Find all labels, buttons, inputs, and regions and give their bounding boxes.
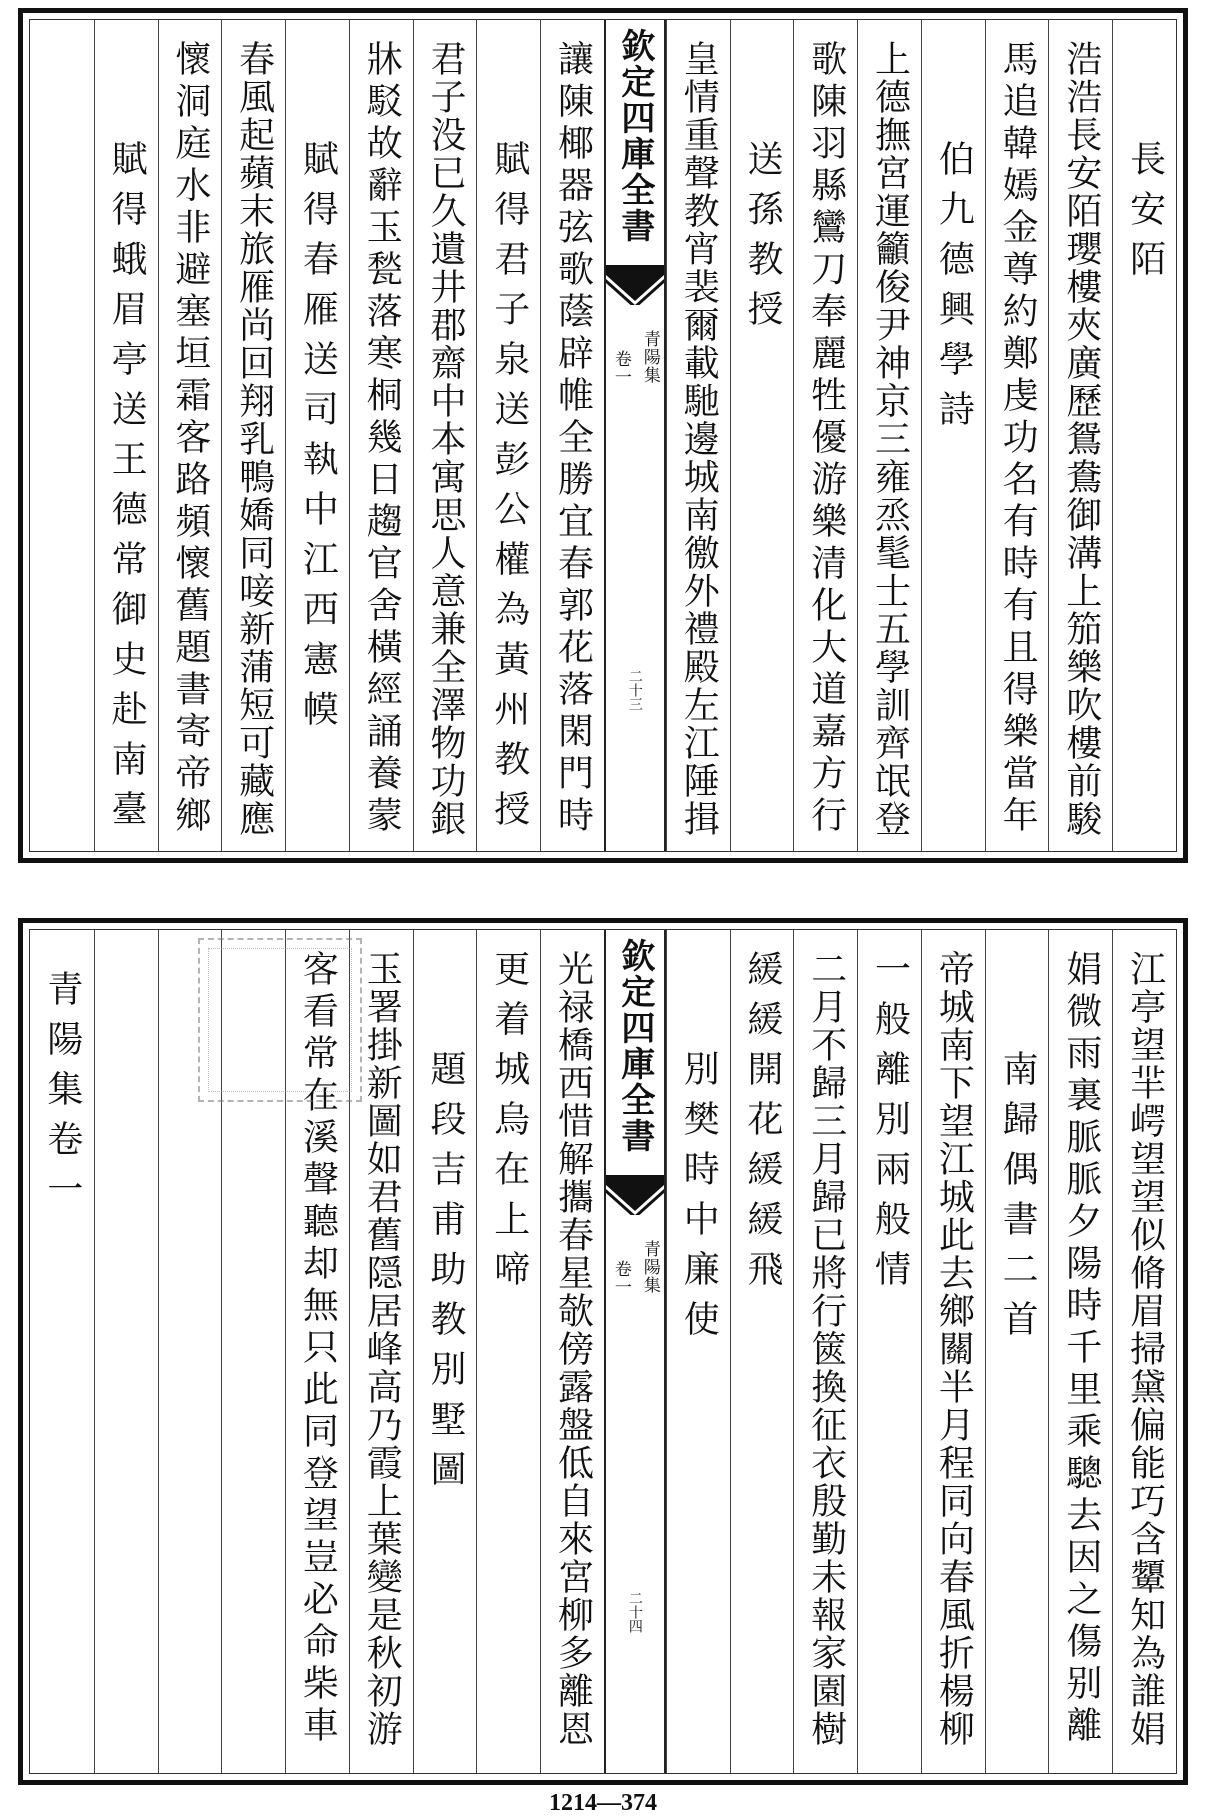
column-text: 讓陳椰器弦歌蔭辟帷全勝宜春郭花落閑門時 — [552, 40, 594, 838]
column-text: 緩緩開花緩緩飛 — [742, 950, 784, 1300]
column-text: 馬追韓嫣金尊約鄭虔功名有時有且得樂當年 — [997, 40, 1039, 838]
column-text: 題段吉甫助教別墅圖 — [424, 1050, 466, 1500]
top-page-text-column — [921, 20, 985, 851]
column-text: 春風起蘋末旅雁尚回翔乳鴨嬌同唼新蒲短可藏應 — [233, 40, 275, 838]
top-page-text-column — [158, 20, 222, 851]
bottom-page-text-column — [857, 930, 921, 1773]
bottom-page-center-fold — [604, 930, 666, 1773]
column-text: 光禄橋西惜解攜春星欹傍露盤低自來宮柳多離恩 — [552, 950, 594, 1748]
bottom-page-text-column — [476, 930, 540, 1773]
bottom-page-frame — [29, 929, 1177, 1774]
column-text: 江亭望羋崿望望似脩眉掃黛偏能巧含顰知為誰娟 — [1124, 950, 1166, 1748]
fishtail-mark-icon — [606, 1175, 664, 1215]
center-title: 欽定四庫全書 — [614, 28, 655, 244]
bottom-page-text-column — [730, 930, 794, 1773]
top-page-text-column — [985, 20, 1049, 851]
center-volume: 卷一 — [610, 350, 631, 386]
column-text: 一般離別兩般情 — [869, 950, 911, 1300]
column-text: 青陽集卷一 — [41, 970, 83, 1220]
column-text: 浩浩長安陌瓔樓夾廣歷鴛鴦御溝上笳樂吹樓前駿 — [1060, 40, 1102, 838]
bottom-page-text-column — [30, 930, 94, 1773]
center-page-number: 二十三 — [626, 669, 643, 711]
column-text: 牀駁故辭玉甃落寒桐幾日趨官舍橫經誦養蒙 — [361, 40, 403, 838]
column-text: 玉署掛新圖如君舊隠居峰高乃霞上葉變是秋初游 — [361, 950, 403, 1748]
column-text: 賦得蛾眉亭送王德常御史赴南臺 — [106, 140, 148, 840]
top-page-text-column — [94, 20, 158, 851]
column-text: 懷洞庭水非避塞垣霜客路頻懷舊題書寄帝鄉 — [169, 40, 211, 838]
column-text: 南歸偶書二首 — [997, 1050, 1039, 1350]
seal-stamp — [198, 938, 362, 1102]
column-text: 娟微雨裏脈脈夕陽時千里乘驄去因之傷别離 — [1060, 950, 1102, 1748]
bottom-page-text-column — [1048, 930, 1112, 1773]
column-text: 客看常在溪聲聽却無只此同登望豈必命柴車 — [297, 950, 339, 1748]
bottom-page-text-column — [1112, 930, 1176, 1773]
bottom-page-text-column — [540, 930, 604, 1773]
column-text: 別樊時中廉使 — [678, 1050, 720, 1350]
column-text: 賦得春雁送司執中江西憲幙 — [297, 140, 339, 740]
bottom-page-text-column — [413, 930, 477, 1773]
center-title: 欽定四庫全書 — [614, 938, 655, 1154]
column-text: 二月不歸三月歸已將行篋換征衣殷勤未報家園樹 — [805, 950, 847, 1748]
page-footer-number: 1214—374 — [549, 1790, 657, 1816]
top-page-text-column — [30, 20, 94, 851]
center-page-number: 二十四 — [626, 1591, 643, 1633]
column-text: 上德撫宮運籲俊尹神京三雍烝髦士五學訓齊氓登 — [869, 40, 911, 838]
top-page-text-column — [413, 20, 477, 851]
top-page-center-fold — [604, 20, 666, 851]
column-text: 伯九德興學詩 — [933, 140, 975, 440]
column-text: 賦得君子泉送彭公權為黃州教授 — [488, 140, 530, 840]
top-page-text-column — [857, 20, 921, 851]
top-page-text-column — [476, 20, 540, 851]
top-page-text-column — [349, 20, 413, 851]
bottom-page-text-column — [985, 930, 1049, 1773]
column-text: 歌陳羽縣鸞刀奉麗牲優游樂清化大道嘉方行 — [805, 40, 847, 838]
top-page-text-column — [540, 20, 604, 851]
bottom-page-text-column — [921, 930, 985, 1773]
bottom-page-text-column — [94, 930, 158, 1773]
top-page-text-column — [793, 20, 857, 851]
column-text: 帝城南下望江城此去鄉關半月程同向春風折楊柳 — [933, 950, 975, 1748]
top-page-text-column — [1048, 20, 1112, 851]
top-page-text-column — [221, 20, 285, 851]
top-page — [18, 8, 1188, 863]
column-text: 皇情重聲教宵裴爾載馳邊城南徼外禮殿左江陲揖 — [678, 40, 720, 838]
column-text: 送孫教授 — [742, 140, 784, 340]
top-page-text-column — [730, 20, 794, 851]
column-text: 長安陌 — [1124, 140, 1166, 290]
top-page-text-column — [666, 20, 730, 851]
bottom-page-text-column — [793, 930, 857, 1773]
column-text: 更着城烏在上啼 — [488, 950, 530, 1300]
bottom-page-text-column — [666, 930, 730, 1773]
center-book-name: 青陽集 — [639, 1240, 660, 1294]
top-page-text-column — [1112, 20, 1176, 851]
center-volume: 卷一 — [610, 1260, 631, 1296]
bottom-page — [18, 918, 1188, 1785]
top-page-frame — [29, 19, 1177, 852]
column-text: 君子没已久遺井郡齋中本寓思人意兼全澤物功銀 — [424, 40, 466, 838]
top-page-text-column — [285, 20, 349, 851]
center-book-name: 青陽集 — [639, 330, 660, 384]
fishtail-mark-icon — [606, 265, 664, 305]
